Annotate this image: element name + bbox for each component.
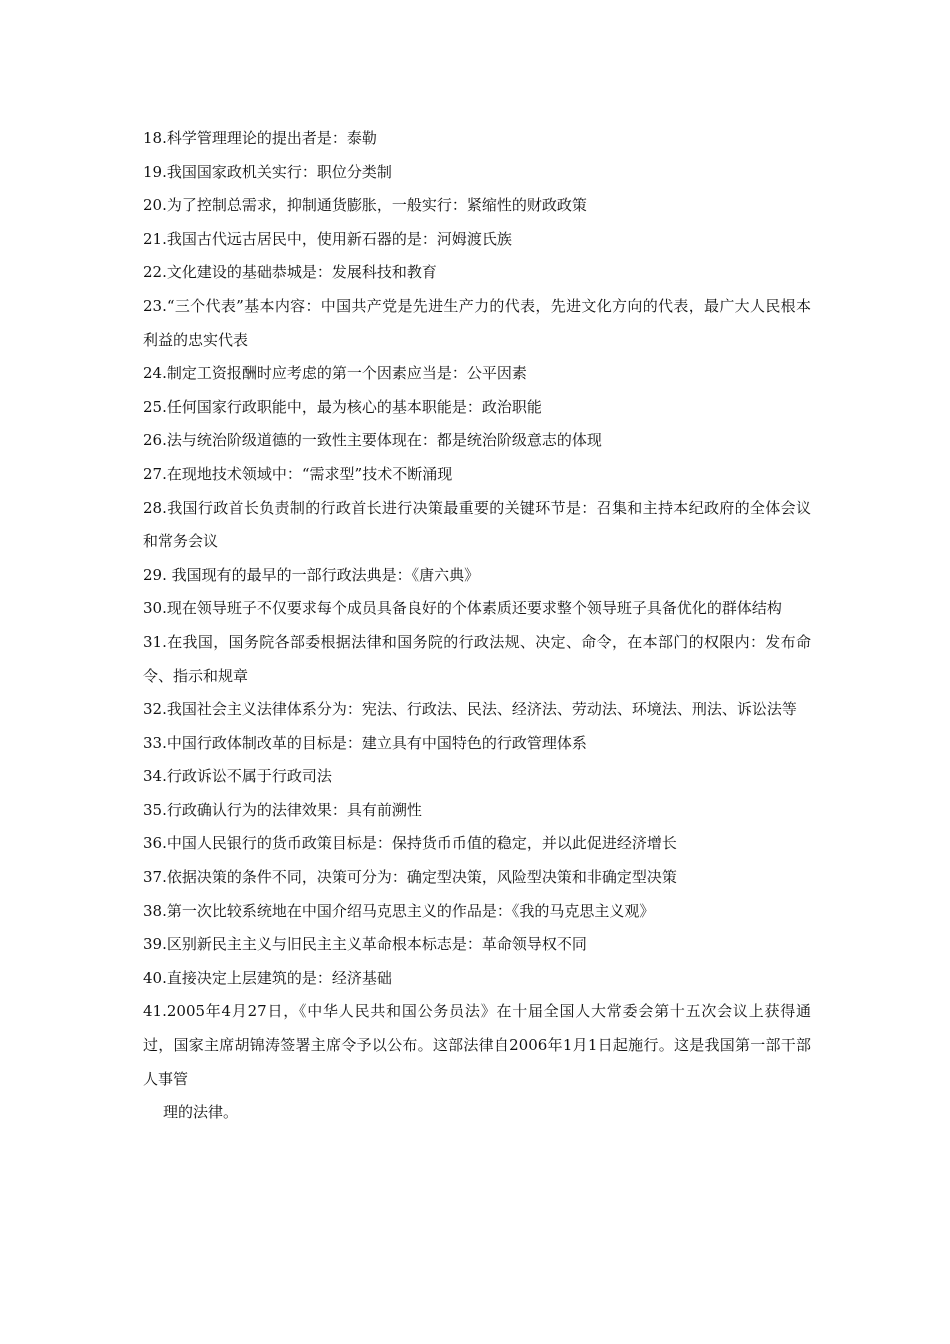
list-item: 23.“三个代表”基本内容：中国共产党是先进生产力的代表，先进文化方向的代表，最广大人民根本利益的忠实代表: [143, 296, 811, 349]
list-item: 36.中国人民银行的货币政策目标是：保持货币币值的稳定，并以此促进经济增长: [143, 834, 677, 853]
list-item: 27.在现地技术领域中：“需求型”技术不断涌现: [143, 464, 453, 483]
list-item: 29. 我国现有的最早的一部行政法典是：《唐六典》: [143, 565, 480, 584]
list-item: 31.在我国，国务院各部委根据法律和国务院的行政法规、决定、命令，在本部门的权限内：发布命令、指示和规章: [143, 632, 811, 685]
list-item: 25.任何国家行政职能中，最为核心的基本职能是：政治职能: [143, 397, 542, 416]
list-item: 35.行政确认行为的法律效果：具有前溯性: [143, 800, 422, 819]
list-item: 20.为了控制总需求，抑制通货膨胀，一般实行：紧缩性的财政政策: [143, 196, 587, 215]
list-item: 40.直接决定上层建筑的是：经济基础: [143, 968, 392, 987]
list-item: 18.科学管理理论的提出者是：泰勒: [143, 129, 377, 147]
list-item: 39.区别新民主主义与旧民主主义革命根本标志是：革命领导权不同: [143, 935, 587, 954]
list-item: 22.文化建设的基础恭城是：发展科技和教育: [143, 263, 437, 282]
list-item: 41.2005年4月27日，《中华人民共和国公务员法》在十届全国人大常委会第十五次会议上获得通过，国家主席胡锦涛签署主席令予以公布。这部法律自2006年1月1日起施行。这是我国第一部干部人事管: [143, 1002, 811, 1088]
list-item: 30.现在领导班子不仅要求每个成员具备良好的个体素质还要求整个领导班子具备优化的群体结构: [143, 599, 782, 618]
list-item: 33.中国行政体制改革的目标是：建立具有中国特色的行政管理体系: [143, 733, 587, 752]
list-item: 19.我国国家政机关实行：职位分类制: [143, 162, 392, 181]
list-item-continuation: 理的法律。: [163, 1103, 239, 1122]
list-item: 38.第一次比较系统地在中国介绍马克思主义的作品是：《我的马克思主义观》: [143, 901, 655, 920]
list-item: 32.我国社会主义法律体系分为：宪法、行政法、民法、经济法、劳动法、环境法、刑法、诉讼法等: [143, 700, 797, 719]
list-item: 28.我国行政首长负责制的行政首长进行决策最重要的关键环节是：召集和主持本纪政府的全体会议和常务会议: [143, 498, 811, 551]
list-item: 24.制定工资报酬时应考虑的第一个因素应当是：公平因素: [143, 364, 527, 383]
list-item: 26.法与统治阶级道德的一致性主要体现在：都是统治阶级意志的体现: [143, 431, 602, 450]
list-item: 37.依据决策的条件不同，决策可分为：确定型决策，风险型决策和非确定型决策: [143, 868, 677, 887]
list-item: 21.我国古代远古居民中，使用新石器的是：河姆渡氏族: [143, 229, 512, 248]
document-body: [143, 122, 811, 1130]
list-item: 34.行政诉讼不属于行政司法: [143, 767, 332, 786]
